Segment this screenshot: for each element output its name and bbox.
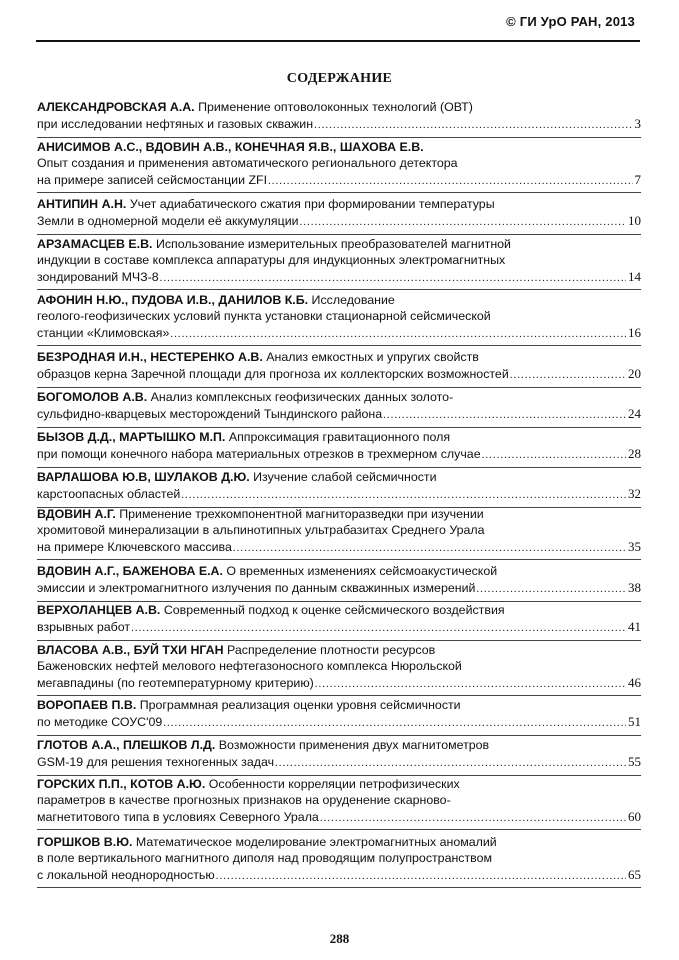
toc-entry-title-line: Учет адиабатического сжатия при формировании температуры xyxy=(129,197,495,211)
toc-title: СОДЕРЖАНИЕ xyxy=(286,71,393,86)
toc-entry[interactable] xyxy=(37,350,641,388)
toc-entry[interactable] xyxy=(37,100,641,138)
toc-entry-title-line: Программная реализация оценки уровня сейсмичности xyxy=(139,698,461,712)
toc-entry-title-line: при помощи конечного набора материальных отрезков в трехмерном случае xyxy=(37,446,481,461)
toc-entry-page: 55 xyxy=(628,753,641,769)
dot-leader xyxy=(314,118,632,134)
toc-entry[interactable] xyxy=(37,430,641,468)
dot-leader xyxy=(510,368,626,384)
toc-entry-page: 16 xyxy=(628,324,641,340)
toc-entry[interactable] xyxy=(37,293,641,346)
toc-entry-page: 14 xyxy=(628,268,641,284)
toc-entry-page: 41 xyxy=(628,618,641,634)
toc-entry-title-line: индукции в составе комплекса аппаратуры для индукционных электромагнитных xyxy=(37,252,506,267)
dot-leader xyxy=(268,174,632,190)
toc-entry-authors: ГОРШКОВ В.Ю. xyxy=(37,835,133,849)
toc-entry-authors: АЛЕКСАНДРОВСКАЯ А.А. xyxy=(37,100,195,114)
toc-entry[interactable] xyxy=(37,603,641,641)
toc-entry-authors: ГЛОТОВ А.А., ПЛЕШКОВ Л.Д. xyxy=(37,738,216,752)
toc-entry-page: 7 xyxy=(634,171,641,187)
toc-entry-page: 60 xyxy=(628,808,641,824)
toc-entry[interactable] xyxy=(37,237,641,290)
toc-entry-title-line: зондирований МЧЗ-8 xyxy=(37,269,159,284)
toc-entry-title-line: Исследование xyxy=(311,293,395,307)
toc-entry-page: 35 xyxy=(628,538,641,554)
copyright-header: © ГИ УрО РАН, 2013 xyxy=(506,14,635,29)
toc-entry-title-line: Возможности применения двух магнитометров xyxy=(218,738,490,752)
toc-entry-page: 24 xyxy=(628,405,641,421)
toc-entry[interactable] xyxy=(37,197,641,235)
toc-entry-authors: АНТИПИН А.Н. xyxy=(37,197,127,211)
toc-entry-title-line: взрывных работ xyxy=(37,619,131,634)
toc-entry-title-line: Применение трехкомпонентной магниторазведки при изучении xyxy=(119,507,484,521)
toc-entry-page: 46 xyxy=(628,674,641,690)
toc-entry-page: 32 xyxy=(628,485,641,501)
toc-entry-title-line: Баженовских нефтей мелового нефтегазоносного комплекса Нюрольской xyxy=(37,658,462,673)
toc-entry-authors: БЕЗРОДНАЯ И.Н., НЕСТЕРЕНКО А.В. xyxy=(37,350,263,364)
toc-entry-authors: ГОРСКИХ П.П., КОТОВ А.Ю. xyxy=(37,777,206,791)
toc-entry[interactable] xyxy=(37,738,641,776)
toc-entry-authors: ВОРОПАЕВ П.В. xyxy=(37,698,137,712)
toc-entry-page: 10 xyxy=(628,212,641,228)
dot-leader xyxy=(482,448,626,464)
toc-entry-title-line: с локальной неоднородностью xyxy=(37,867,215,882)
toc-entry-authors: ВАРЛАШОВА Ю.В, ШУЛАКОВ Д.Ю. xyxy=(37,470,250,484)
dot-leader xyxy=(476,582,626,598)
toc-entry-authors: ВЕРХОЛАНЦЕВ А.В. xyxy=(37,603,161,617)
dot-leader xyxy=(163,716,626,732)
toc-entry-page: 3 xyxy=(634,115,641,131)
toc-entry-title-line: образцов керна Заречной площади для прогноза их коллекторских возможностей xyxy=(37,366,509,381)
toc-entry-page: 28 xyxy=(628,445,641,461)
dot-leader xyxy=(233,541,626,557)
toc-entry-title-line: Распределение плотности ресурсов xyxy=(227,643,436,657)
dot-leader xyxy=(160,271,626,287)
toc-entry[interactable] xyxy=(37,643,641,696)
toc-entry-title-line: сульфидно-кварцевых месторождений Тындинского района xyxy=(37,406,383,421)
toc-entry-title-line: магнетитового типа в условиях Северного Урала xyxy=(37,809,319,824)
toc-entry-authors: БОГОМОЛОВ А.В. xyxy=(37,390,148,404)
toc-entry-title-line: Изучение слабой сейсмичности xyxy=(253,470,437,484)
toc-entry-title-line: на примере Ключевского массива xyxy=(37,539,232,554)
toc-entry[interactable] xyxy=(37,835,641,888)
toc-entry-authors: АНИСИМОВ А.С., ВДОВИН А.В., КОНЕЧНАЯ Я.В., ШАХОВА Е.В. xyxy=(37,140,424,154)
toc-entry-authors: АРЗАМАСЦЕВ Е.В. xyxy=(37,237,153,251)
toc-entry-page: 65 xyxy=(628,866,641,882)
toc-entry-title-line: по методике СОУС'09 xyxy=(37,714,163,729)
toc-entry[interactable] xyxy=(37,140,641,193)
toc-entry[interactable] xyxy=(37,390,641,428)
toc-entry-title-line: станции «Климовская» xyxy=(37,325,170,340)
toc-entry-authors: ВЛАСОВА А.В., БУЙ ТХИ НГАН xyxy=(37,643,224,657)
toc-entry-title-line: при исследовании нефтяных и газовых скважин xyxy=(37,116,314,131)
toc-entry-title-line: Современный подход к оценке сейсмического воздействия xyxy=(163,603,505,617)
dot-leader xyxy=(275,756,626,772)
toc-entry-title-line: хромитовой минерализации в альпинотипных ультрабазитах Среднего Урала xyxy=(37,522,485,537)
page-number: 288 xyxy=(329,931,350,946)
toc-entry-title-line: Анализ емкостных и упругих свойств xyxy=(266,350,479,364)
toc-entry-title-line: Особенности корреляции петрофизических xyxy=(208,777,460,791)
toc-entry-page: 20 xyxy=(628,365,641,381)
toc-entry-page: 38 xyxy=(628,579,641,595)
toc-entry[interactable] xyxy=(37,470,641,508)
toc-entry-authors: ВДОВИН А.Г. xyxy=(37,507,116,521)
toc-entry-title-line: Использование измерительных преобразователей магнитной xyxy=(155,237,511,251)
toc-entry[interactable] xyxy=(37,698,641,736)
dot-leader xyxy=(320,811,626,827)
toc-entry-title-line: эмиссии и электромагнитного излучения по данным скважинных измерений xyxy=(37,580,476,595)
toc-entry-title-line: GSM-19 для решения техногенных задач xyxy=(37,754,275,769)
dot-leader xyxy=(383,408,626,424)
toc-entry-title-line: карстоопасных областей xyxy=(37,486,181,501)
toc-entry[interactable] xyxy=(37,777,641,830)
header-rule xyxy=(36,40,640,42)
dot-leader xyxy=(170,327,626,343)
toc-entry-title-line: Математическое моделирование электромагнитных аномалий xyxy=(135,835,497,849)
toc-entry-title-line: геолого-геофизических условий пункта установки стационарной сейсмической xyxy=(37,308,491,323)
toc-entry-title-line: параметров в качестве прогнозных признаков на оруденение скарново- xyxy=(37,792,451,807)
toc-entry-title-line: Применение оптоволоконных технологий (ОВТ) xyxy=(198,100,473,114)
dot-leader xyxy=(131,621,626,637)
toc-entry-page: 51 xyxy=(628,713,641,729)
toc-entry-authors: АФОНИН Н.Ю., ПУДОВА И.В., ДАНИЛОВ К.Б. xyxy=(37,293,309,307)
toc-entry-title-line: мегавпадины (по геотемпературному критерию) xyxy=(37,675,314,690)
dot-leader xyxy=(315,677,626,693)
toc-entry-authors: ВДОВИН А.Г., БАЖЕНОВА Е.А. xyxy=(37,564,223,578)
toc-entry[interactable] xyxy=(37,564,641,602)
toc-entry-title-line: в поле вертикального магнитного диполя над проводящим полупространством xyxy=(37,850,493,865)
dot-leader xyxy=(300,215,626,231)
dot-leader xyxy=(216,869,626,885)
dot-leader xyxy=(181,488,626,504)
toc-entry-title-line: на примере записей сейсмостанции ZFI xyxy=(37,172,268,187)
toc-entry-title-line: Опыт создания и применения автоматического регионального детектора xyxy=(37,155,458,170)
toc-entry-title-line: Аппроксимация гравитационного поля xyxy=(228,430,451,444)
toc-entry-authors: БЫЗОВ Д.Д., МАРТЫШКО М.П. xyxy=(37,430,226,444)
toc-entry-title-line: О временных изменениях сейсмоакустической xyxy=(226,564,498,578)
toc-entry-title-line: Земли в одномерной модели её аккумуляции xyxy=(37,213,299,228)
toc-entry-title-line: Анализ комплексных геофизических данных золото- xyxy=(150,390,454,404)
toc-entry[interactable] xyxy=(37,507,641,560)
